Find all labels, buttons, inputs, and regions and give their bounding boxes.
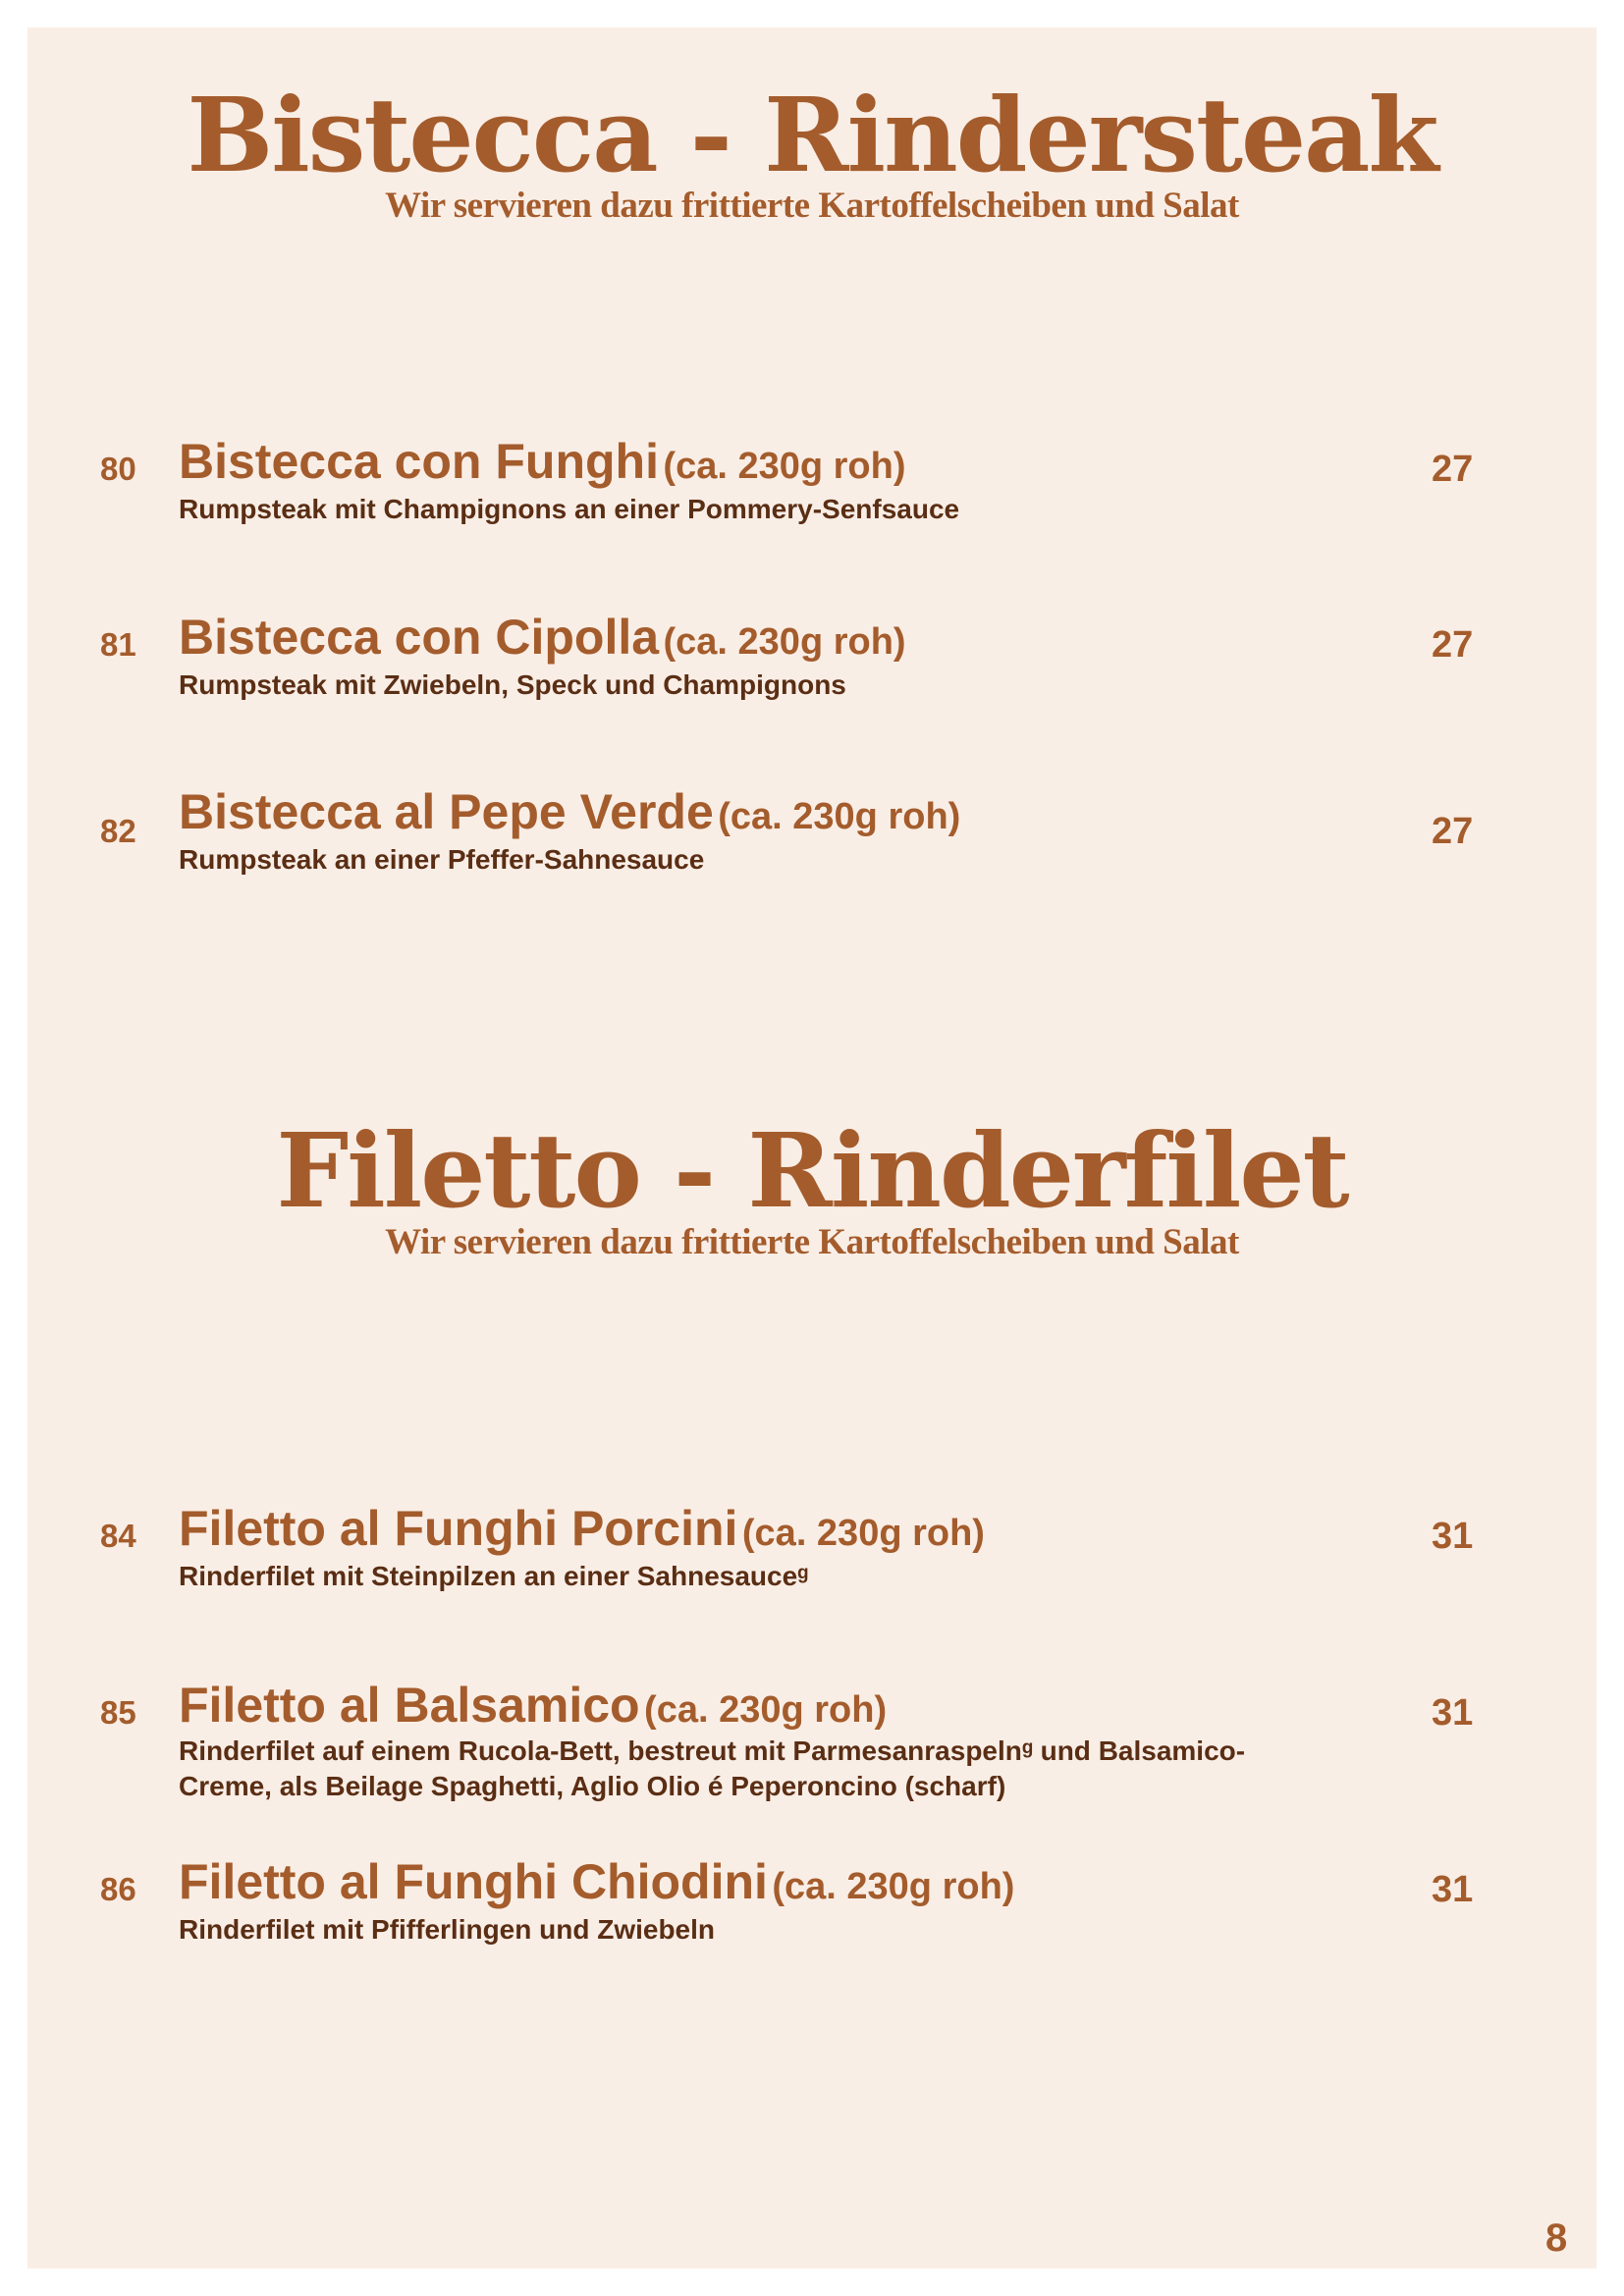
item-name: Bistecca con Cipolla [179,610,660,665]
section-title-filetto: Filetto - Rinderfilet [276,1110,1348,1231]
item-title [179,1853,1014,1910]
item-title [179,783,960,840]
item-number: 84 [100,1518,136,1554]
item-description: Rinderfilet mit Steinpilzen an einer Sahnesauceᵍ [179,1561,809,1591]
item-number: 85 [100,1694,136,1731]
menu-page [27,27,1597,2269]
item-name: Filetto al Balsamico [179,1678,640,1733]
item-description: Rinderfilet auf einem Rucola-Bett, bestreut mit Parmesanraspelnᵍ und Balsamico-Creme, als Beilage Spaghetti, Aglio Olio é Peperoncino (scharf) [179,1735,1246,1801]
item-weight: (ca. 230g roh) [741,1513,985,1554]
item-weight: (ca. 230g roh) [644,1689,888,1731]
item-number: 82 [100,813,136,849]
item-price: 31 [1432,1516,1474,1557]
item-description: Rumpsteak mit Zwiebeln, Speck und Champignons [179,669,846,700]
item-name: Filetto al Funghi Porcini [179,1501,738,1556]
item-price: 27 [1432,624,1474,666]
section-subtitle-bistecca: Wir servieren dazu frittierte Kartoffelscheiben und Salat [385,186,1239,226]
item-title [179,1677,887,1734]
item-weight: (ca. 230g roh) [772,1866,1015,1907]
item-price: 31 [1432,1869,1474,1910]
item-weight: (ca. 230g roh) [663,621,906,663]
section-subtitle-filetto: Wir servieren dazu frittierte Kartoffelscheiben und Salat [385,1222,1239,1262]
item-price: 27 [1432,449,1474,490]
menu-item [27,783,1597,901]
page-number: 8 [1545,2216,1568,2260]
item-number: 81 [100,626,136,663]
item-name: Bistecca al Pepe Verde [179,784,714,839]
menu-item [27,1677,1597,1801]
item-weight: (ca. 230g roh) [718,796,961,837]
item-weight: (ca. 230g roh) [663,446,906,487]
item-title [179,433,906,490]
item-number: 86 [100,1871,136,1907]
item-number: 80 [100,451,136,487]
menu-item [27,609,1597,726]
item-price: 31 [1432,1692,1474,1734]
item-title [179,1500,985,1557]
item-description: Rumpsteak an einer Pfeffer-Sahnesauce [179,844,705,875]
item-description: Rumpsteak mit Champignons an einer Pommery-Senfsauce [179,494,960,524]
item-name: Bistecca con Funghi [179,434,659,489]
menu-item [27,1500,1597,1618]
item-title [179,609,906,666]
item-price: 27 [1432,811,1474,852]
section-title-bistecca: Bistecca - Rindersteak [187,75,1437,195]
item-name: Filetto al Funghi Chiodini [179,1854,768,1909]
menu-item [27,433,1597,551]
item-description: Rinderfilet mit Pfifferlingen und Zwiebeln [179,1914,716,1945]
menu-item [27,1853,1597,1971]
